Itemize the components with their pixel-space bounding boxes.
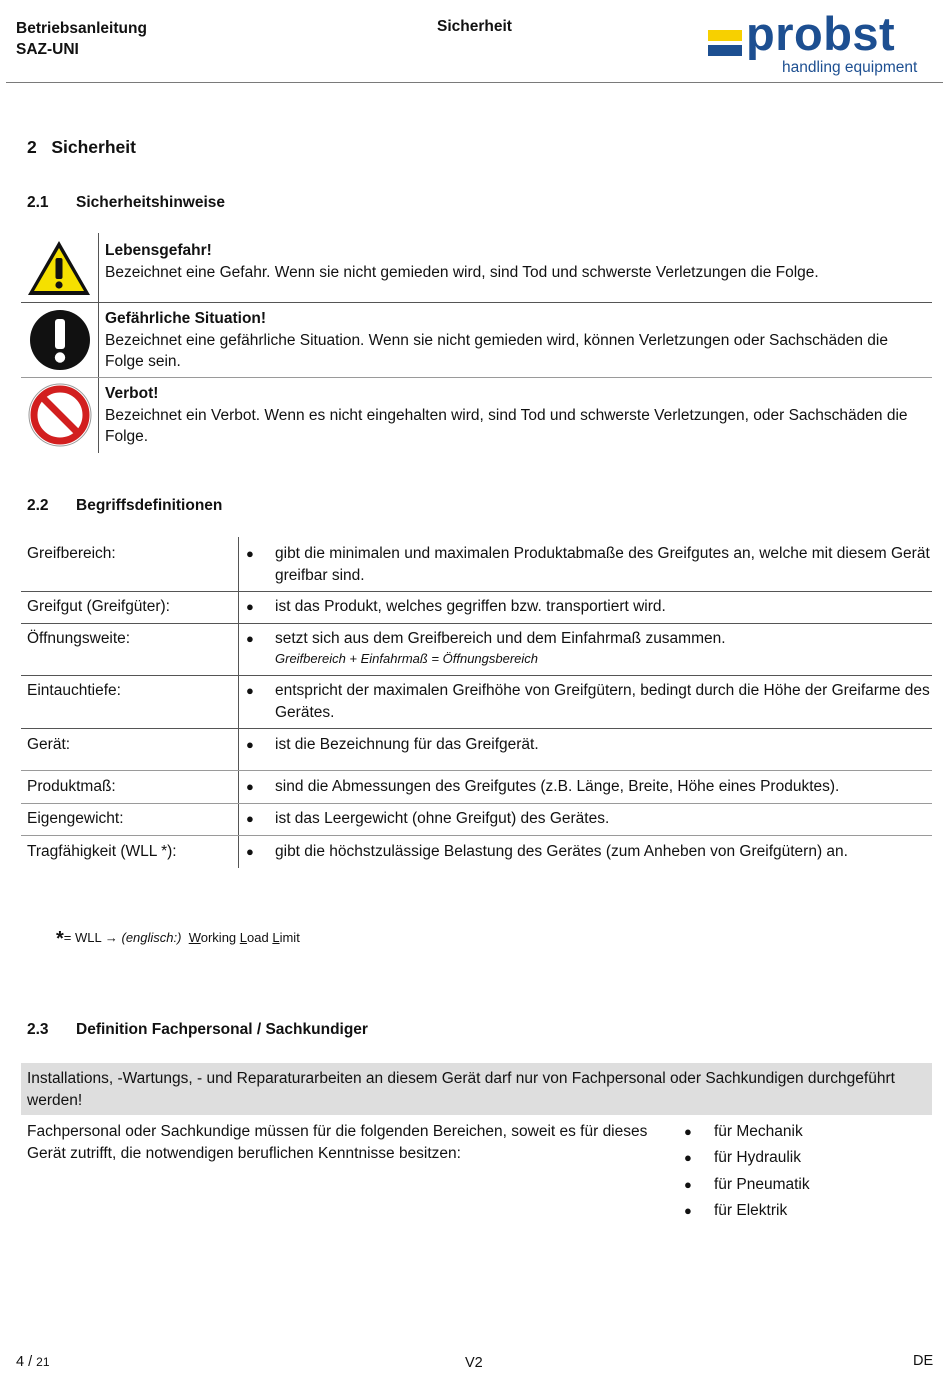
section-title: Sicherheit (51, 137, 136, 157)
bullet-icon: ● (684, 1150, 692, 1165)
doc-title: Betriebsanleitung (16, 20, 147, 37)
requirement-text: Fachpersonal oder Sachkundige müssen für die folgenden Bereichen, soweit es für dieses Gerät zutrifft, die notwendigen beruflichen Kenntnisse besitzen: (27, 1123, 648, 1162)
list-item: ● für Pneumatik (684, 1176, 810, 1193)
notice-text: Bezeichnet eine Gefahr. Wenn sie nicht gemieden wird, sind Tod und schwerste Verletzungen die Folge. (105, 263, 819, 281)
term-label: Eintauchtiefe: (27, 682, 121, 699)
term-label: Eigengewicht: (27, 810, 124, 827)
logo-brand: probst (746, 7, 896, 60)
notice-prohibition (105, 383, 925, 448)
term-label: Öffnungsweite: (27, 630, 131, 647)
notice-text: Bezeichnet eine gefährliche Situation. Wenn sie nicht gemieden wird, können Verletzungen oder Sachschäden die Folge sein. (105, 331, 888, 370)
definition-row-divider (21, 728, 932, 729)
highlight-text: Installations, -Wartungs, - und Reparaturarbeiten an diesem Gerät darf nur von Fachpersonal oder Sachkundigen durchgeführt werden! (27, 1070, 895, 1109)
bullet-icon: ● (246, 844, 254, 859)
term-label: Produktmaß: (27, 778, 116, 795)
term-definition: ist das Produkt, welches gegriffen bzw. transportiert wird. (275, 598, 666, 615)
logo-blue-bar (708, 45, 742, 56)
page-number: 4 / 21 (16, 1354, 50, 1370)
notice-heading: Lebensgefahr! (105, 242, 212, 259)
notice-danger (105, 240, 925, 283)
logo-tagline: handling equipment (782, 59, 918, 76)
subsection-heading-2-3: 2.3 Definition Fachpersonal / Sachkundiger (27, 1021, 368, 1038)
wll-footnote: *= WLL → (englisch:) Working Load Limit (56, 928, 300, 950)
footnote-star: * (56, 928, 64, 950)
prohibition-sign-icon (28, 383, 92, 447)
bullet-icon: ● (246, 737, 254, 752)
notice-heading: Verbot! (105, 385, 159, 402)
definition-row-divider (21, 803, 932, 804)
header-section-title: Sicherheit (437, 18, 512, 35)
language-label: DE (913, 1353, 934, 1369)
term-definition: ist die Bezeichnung für das Greifgerät. (275, 736, 539, 753)
term-definition: entspricht der maximalen Greifhöhe von Greifgütern, bedingt durch die Höhe der Greifarme des Gerätes. (275, 682, 930, 721)
notice-row-divider (21, 377, 932, 378)
subsection-heading-2-1: 2.1 Sicherheitshinweise (27, 194, 226, 211)
notice-heading: Gefährliche Situation! (105, 310, 267, 327)
notice-dangerous-situation (105, 308, 925, 373)
term-label: Tragfähigkeit (WLL *): (27, 843, 177, 860)
bullet-icon: ● (684, 1177, 692, 1192)
term-definition: gibt die höchstzulässige Belastung des Gerätes (zum Anheben von Greifgütern) an. (275, 843, 848, 860)
notice-text: Bezeichnet ein Verbot. Wenn es nicht eingehalten wird, sind Tod und schwerste Verletzungen, oder Sachschäden die Folge. (105, 406, 908, 445)
bullet-icon: ● (246, 683, 254, 698)
term-label: Greifbereich: (27, 545, 116, 562)
term-label: Greifgut (Greifgüter): (27, 598, 170, 615)
exclamation-circle-icon (29, 309, 91, 371)
warning-triangle-icon (25, 238, 93, 298)
bullet-icon: ● (246, 779, 254, 794)
term-definition: ist das Leergewicht (ohne Greifgut) des Gerätes. (275, 810, 610, 827)
header-divider (6, 82, 943, 83)
definition-row-divider (21, 591, 932, 592)
term-definition (275, 628, 930, 668)
section-heading (27, 137, 136, 158)
version-label: V2 (465, 1355, 483, 1371)
definition-row-divider (21, 675, 932, 676)
term-label: Gerät: (27, 736, 71, 753)
bullet-icon: ● (246, 811, 254, 826)
definition-row-divider (21, 835, 932, 836)
list-item: ● für Elektrik (684, 1202, 788, 1219)
definition-column-divider (238, 537, 239, 868)
header-doc-info (16, 18, 147, 60)
arrow-right-icon: → (104, 930, 118, 945)
section-number: 2 (27, 137, 37, 157)
list-item: ● für Mechanik (684, 1123, 803, 1140)
doc-model: SAZ-UNI (16, 41, 79, 58)
bullet-icon: ● (684, 1203, 692, 1218)
term-definition-formula: Greifbereich + Einfahrmaß = Öffnungsbereich (275, 650, 539, 666)
term-definition: sind die Abmessungen des Greifgutes (z.B. Länge, Breite, Höhe eines Produktes). (275, 778, 840, 795)
notice-column-divider (98, 233, 99, 453)
probst-logo (706, 7, 936, 82)
definition-row-divider (21, 623, 932, 624)
term-definition: gibt die minimalen und maximalen Produktabmaße des Greifgutes an, welche mit diesem Gerät greifbar sind. (275, 545, 930, 584)
list-item: ● für Hydraulik (684, 1149, 801, 1166)
subsection-heading-2-2: 2.2 Begriffsdefinitionen (27, 497, 223, 514)
notice-row-divider (21, 302, 932, 303)
logo-yellow-bar (708, 30, 742, 41)
bullet-icon: ● (246, 599, 254, 614)
bullet-icon: ● (246, 546, 254, 561)
term-definition-text: setzt sich aus dem Greifbereich und dem Einfahrmaß zusammen. (275, 630, 726, 647)
bullet-icon: ● (246, 631, 254, 646)
definition-row-divider (21, 770, 932, 771)
bullet-icon: ● (684, 1124, 692, 1139)
